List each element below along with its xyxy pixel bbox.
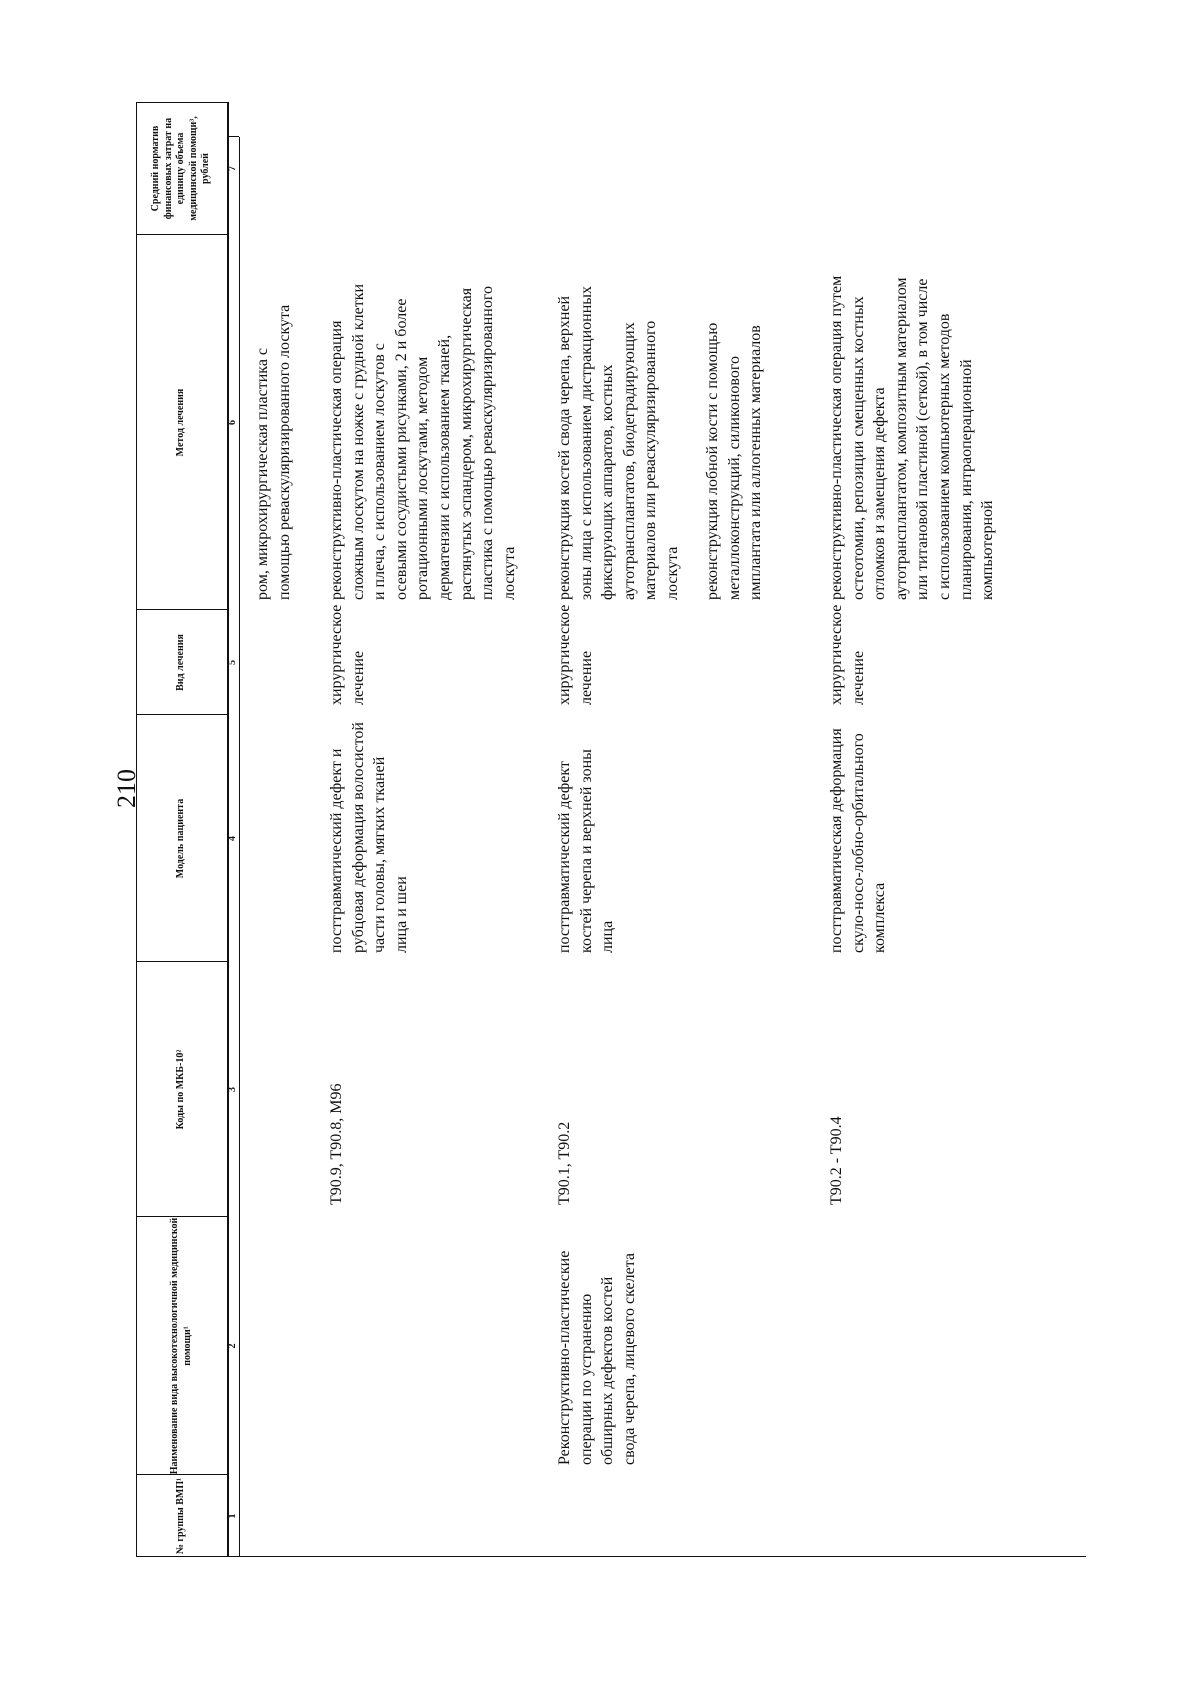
header-patient-model: Модель пациента bbox=[175, 798, 187, 879]
method-text: реконструкция лобной кости с помощью металлоконструкций, силиконового имплантата или аллогенных материалов bbox=[704, 322, 765, 600]
header-divider-4 bbox=[136, 961, 227, 962]
row-1-treatment-type: хирургическое лечение bbox=[328, 604, 367, 705]
header-divider-8 bbox=[136, 102, 227, 103]
header-divider-7 bbox=[136, 234, 227, 235]
row-3-codes: T90.2 - T90.4 bbox=[828, 1116, 845, 1205]
page-number: 210 bbox=[112, 769, 141, 808]
row-3-method bbox=[826, 270, 999, 600]
row-2-codes: T90.1, T90.2 bbox=[556, 1121, 573, 1205]
row-2-treatment-type: хирургическое лечение bbox=[556, 604, 595, 705]
column-number-2: 2 bbox=[226, 1343, 238, 1349]
column-number-right-end bbox=[227, 136, 239, 137]
row-2-method-a bbox=[554, 275, 684, 600]
method-text: реконструкция костей свода черепа, верхней зоны лица с использованием дистракционных фиксирующих аппаратов, костных аутотрансплантатов, биодеградирующих материалов или реваскуляризированного лоскута bbox=[556, 285, 681, 600]
header-cost-norm: Средний норматив финансовых затрат на единицу объема медицинской помощи³, рублей bbox=[150, 116, 212, 221]
column-number-6: 6 bbox=[226, 420, 238, 425]
table-left-border bbox=[136, 1556, 1086, 1557]
column-number-bottom-border bbox=[239, 137, 240, 1557]
method-text: реконструктивно-пластическая операция путем остеотомии, репозиции смещенных костных отломков и замещения дефекта аутотрансплантатом, композитным материалом или титановой пластиной (сеткой), в том числе с использованием компьютерных методов планирования, интраоперационной компьютерной bbox=[828, 275, 997, 600]
table-top-border bbox=[136, 102, 137, 1557]
column-number-5: 5 bbox=[226, 660, 238, 665]
header-icd-codes: Коды по МКБ-10² bbox=[175, 1049, 187, 1130]
row-2-model: посттравматический дефект костей черепа и верхней зоны лица bbox=[556, 749, 617, 953]
header-divider-6 bbox=[136, 609, 227, 610]
row-3-treatment-type: хирургическое лечение bbox=[828, 604, 867, 705]
table-sheet bbox=[136, 102, 1086, 1557]
row-3-model: посттравматическая деформация скуло-носо-лобно-орбитального комплекса bbox=[828, 728, 889, 953]
header-divider-5 bbox=[136, 714, 227, 715]
header-vmp-name: Наименование вида высокотехнологичной медицинской помощи¹ bbox=[169, 1217, 193, 1475]
method-text: реконструктивно-пластическая операция сложным лоскутом на ножке с грудной клетки и плеча, с использованием лоскутов с осевыми сосудистыми рисунками, 2 и более ротационными лоскутами, методом дерматензии с использованием тканей, растянутых эспандером, микрохирургическая пластика с помощью реваскуляризированного лоскута bbox=[328, 283, 518, 600]
row-1-method bbox=[326, 280, 520, 600]
column-number-3: 3 bbox=[226, 1087, 238, 1092]
method-text: ром, микрохирургическая пластика с помощью реваскуляризированного лоскута bbox=[254, 304, 293, 600]
header-divider-2 bbox=[136, 1474, 227, 1475]
column-number-4: 4 bbox=[226, 836, 238, 841]
header-group-number: № группы ВМП¹ bbox=[175, 1477, 187, 1555]
row-2-vmp-name: Реконструктивно-пластические операции по устранению обширных дефектов костей свода черепа, лицевого скелета bbox=[556, 1250, 638, 1465]
header-treatment-type: Вид лечения bbox=[175, 634, 187, 691]
row-1-model: посттравматический дефект и рубцовая деформация волосистой части головы, мягких тканей лица и шеи bbox=[328, 722, 410, 953]
row-2-method-b bbox=[702, 280, 767, 600]
row-0-method bbox=[252, 295, 295, 600]
column-number-1: 1 bbox=[226, 1513, 238, 1519]
header-treatment-method: Метод лечения bbox=[175, 388, 187, 457]
column-number-7: 7 bbox=[226, 166, 238, 171]
header-divider-3 bbox=[136, 1216, 227, 1217]
row-1-codes: T90.9, T90.8, M96 bbox=[328, 1083, 345, 1205]
header-bottom-border bbox=[227, 102, 229, 1557]
